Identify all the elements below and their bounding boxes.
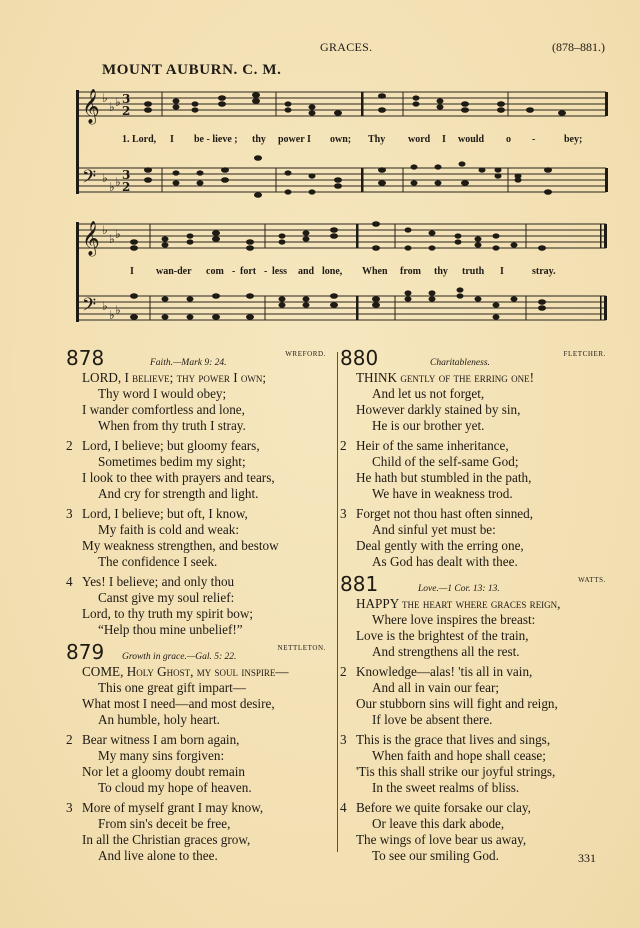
svg-text:♭: ♭ [102,223,108,237]
verse-line: 3 More of myself grant I may know, [66,800,264,815]
verse-line: THINK gently of the erring one! [356,370,534,385]
hymn-range: (878–881.) [552,40,605,54]
hymn-header [66,348,330,370]
svg-text:♭: ♭ [102,171,108,185]
right-column [340,348,610,868]
verse-line: My many sins forgiven: [98,748,225,763]
staff-notation-icon [70,86,608,206]
hymn-number: 881 [340,572,379,596]
verse [340,664,610,728]
verse-line: If love be absent there. [372,712,493,727]
verse-line: And let us not forget, [372,386,485,401]
verse-line: As God has dealt with thee. [372,554,518,569]
verse-line: And live alone to thee. [98,848,218,863]
hymn-880 [340,348,610,570]
hymn-subject: Charitableness. [430,358,490,368]
verse [66,800,330,864]
verse-line: To cloud my hope of heaven. [98,780,252,795]
verse-line: 4 Before we quite forsake our clay, [340,800,531,815]
hymn-tune-name: NETTLETON. [277,644,326,652]
verse-number: 3 [340,732,347,747]
hymn-number: 878 [66,346,105,370]
hymn-subject: Love.—1 Cor. 13: 13. [418,584,500,594]
verse-line: We have in weakness trod. [372,486,513,501]
verse-number: 3 [340,506,347,521]
verse-number: 4 [340,800,347,815]
verse-line: Sometimes bedim my sight; [98,454,246,469]
verse-line: 2 Lord, I believe; but gloomy fears, [66,438,260,453]
svg-text:♭: ♭ [115,227,121,241]
svg-text:𝄞: 𝄞 [82,89,100,124]
music-system-1: 𝄞 𝄢 ♭ ♭ ♭ ♭ ♭ ♭ 3 2 3 2 1. Lord, I be - lieve ; thy power I own; Thy word I would o - bey; [70,86,608,206]
verse-line: I wander comfortless and lone, [82,402,245,417]
svg-text:♭: ♭ [109,100,115,114]
svg-text:♭: ♭ [102,91,108,105]
verse-number: 2 [340,664,347,679]
hymn-tune-name: WREFORD. [285,350,326,358]
svg-text:♭: ♭ [115,95,121,109]
hymn-879 [66,642,330,864]
verse-line: And cry for strength and light. [98,486,259,501]
hymn-header [340,574,610,596]
verse-line: What most I need—and most desire, [82,696,275,711]
hymn-tune-name: FLETCHER. [563,350,606,358]
verse [340,370,610,434]
svg-text:𝄢: 𝄢 [82,167,97,192]
verse-line: Our stubborn sins will fight and reign, [356,696,558,711]
svg-text:♭: ♭ [115,175,121,189]
verse-line: When faith and hope shall cease; [372,748,546,763]
hymn-header [340,348,610,370]
svg-text:3: 3 [122,92,131,106]
verse [66,506,330,570]
svg-text:♭: ♭ [109,232,115,246]
verse [340,506,610,570]
verse-line: LORD, I believe; thy power I own; [82,370,267,385]
verse-line: However darkly stained by sin, [356,402,521,417]
verse-number: 2 [340,438,347,453]
verse-line: 3 This is the grace that lives and sings, [340,732,551,747]
hymn-878 [66,348,330,638]
music-system-2: 𝄞 𝄢 ♭ ♭ ♭ ♭ ♭ ♭ I wan-der com - fort - less and lone, When from thy truth I stray. [70,218,608,338]
verse-line: 4 Yes! I believe; and only thou [66,574,235,589]
verse [340,800,610,864]
hymn-number: 879 [66,640,105,664]
verse-line: 2 Knowledge—alas! 'tis all in vain, [340,664,533,679]
verse-number: 4 [66,574,73,589]
verse [66,574,330,638]
svg-text:2: 2 [122,104,131,118]
verse-line: My faith is cold and weak: [98,522,239,537]
verse [340,732,610,796]
verse [340,438,610,502]
verse-number: 3 [66,506,73,521]
page-number: 331 [578,851,596,865]
hymn-header [66,642,330,664]
verse-number: 2 [66,732,73,747]
verse-line: 3 Lord, I believe; but oft, I know, [66,506,248,521]
verse [66,732,330,796]
verse-line: The confidence I seek. [98,554,218,569]
verse-number: 3 [66,800,73,815]
verse-line: In the sweet realms of bliss. [372,780,520,795]
hymn-881 [340,574,610,864]
verse-line: Where love inspires the breast: [372,612,536,627]
verse-line: In all the Christian graces grow, [82,832,251,847]
verse-line: Or leave this dark abode, [372,816,505,831]
svg-text:♭: ♭ [109,308,115,322]
verse-line: Nor let a gloomy doubt remain [82,764,245,779]
svg-text:♭: ♭ [115,303,121,317]
verse-line: “Help thou mine unbelief!” [98,622,243,637]
svg-text:𝄢: 𝄢 [82,295,97,320]
verse-line: 3 Forget not thou hast often sinned, [340,506,534,521]
verse-line: An humble, holy heart. [98,712,220,727]
verse-number: 2 [66,438,73,453]
verse-line: From sin's deceit be free, [98,816,231,831]
hymn-subject: Growth in grace.—Gal. 5: 22. [122,652,237,662]
verse-line: 2 Heir of the same inheritance, [340,438,509,453]
hymn-tune-name: WATTS. [578,576,606,584]
verse-line: Child of the self-same God; [372,454,519,469]
verse-line: This one great gift impart— [98,680,246,695]
verse-line: 2 Bear witness I am born again, [66,732,240,747]
verse-line: And sinful yet must be: [372,522,496,537]
left-column [66,348,330,868]
column-divider [337,352,338,852]
verse [66,438,330,502]
verse-line: To see our smiling God. [372,848,499,863]
verse-line: Deal gently with the erring one, [356,538,524,553]
verse [66,370,330,434]
verse-line: And strengthens all the rest. [372,644,520,659]
verse-line: He hath but stumbled in the path, [356,470,532,485]
verse-line: He is our brother yet. [372,418,485,433]
verse-line: COME, Holy Ghost, my soul inspire— [82,664,289,679]
verse-line: I look to thee with prayers and tears, [82,470,275,485]
running-head [0,40,640,56]
verse [66,664,330,728]
section-title: GRACES. [320,40,373,54]
svg-text:𝄞: 𝄞 [82,221,100,256]
verse-line: Love is the brightest of the train, [356,628,529,643]
staff-notation-icon [70,218,608,338]
verse-line: Thy word I would obey; [98,386,227,401]
hymn-subject: Faith.—Mark 9: 24. [150,358,227,368]
verse-line: Canst give my soul relief: [98,590,235,605]
verse-line: HAPPY the heart where graces reign, [356,596,561,611]
svg-text:3: 3 [122,168,131,182]
verse-line: Lord, to thy truth my spirit bow; [82,606,254,621]
hymn-number: 880 [340,346,379,370]
svg-text:2: 2 [122,180,131,194]
verse-line: The wings of love bear us away, [356,832,527,847]
svg-text:♭: ♭ [109,180,115,194]
verse-line: My weakness strengthen, and bestow [82,538,279,553]
tune-title: MOUNT AUBURN. C. M. [102,62,282,78]
verse [340,596,610,660]
svg-text:♭: ♭ [102,299,108,313]
verse-line: When from thy truth I stray. [98,418,246,433]
verse-line: 'Tis this shall strike our joyful strings, [356,764,556,779]
verse-line: And all in vain our fear; [372,680,500,695]
